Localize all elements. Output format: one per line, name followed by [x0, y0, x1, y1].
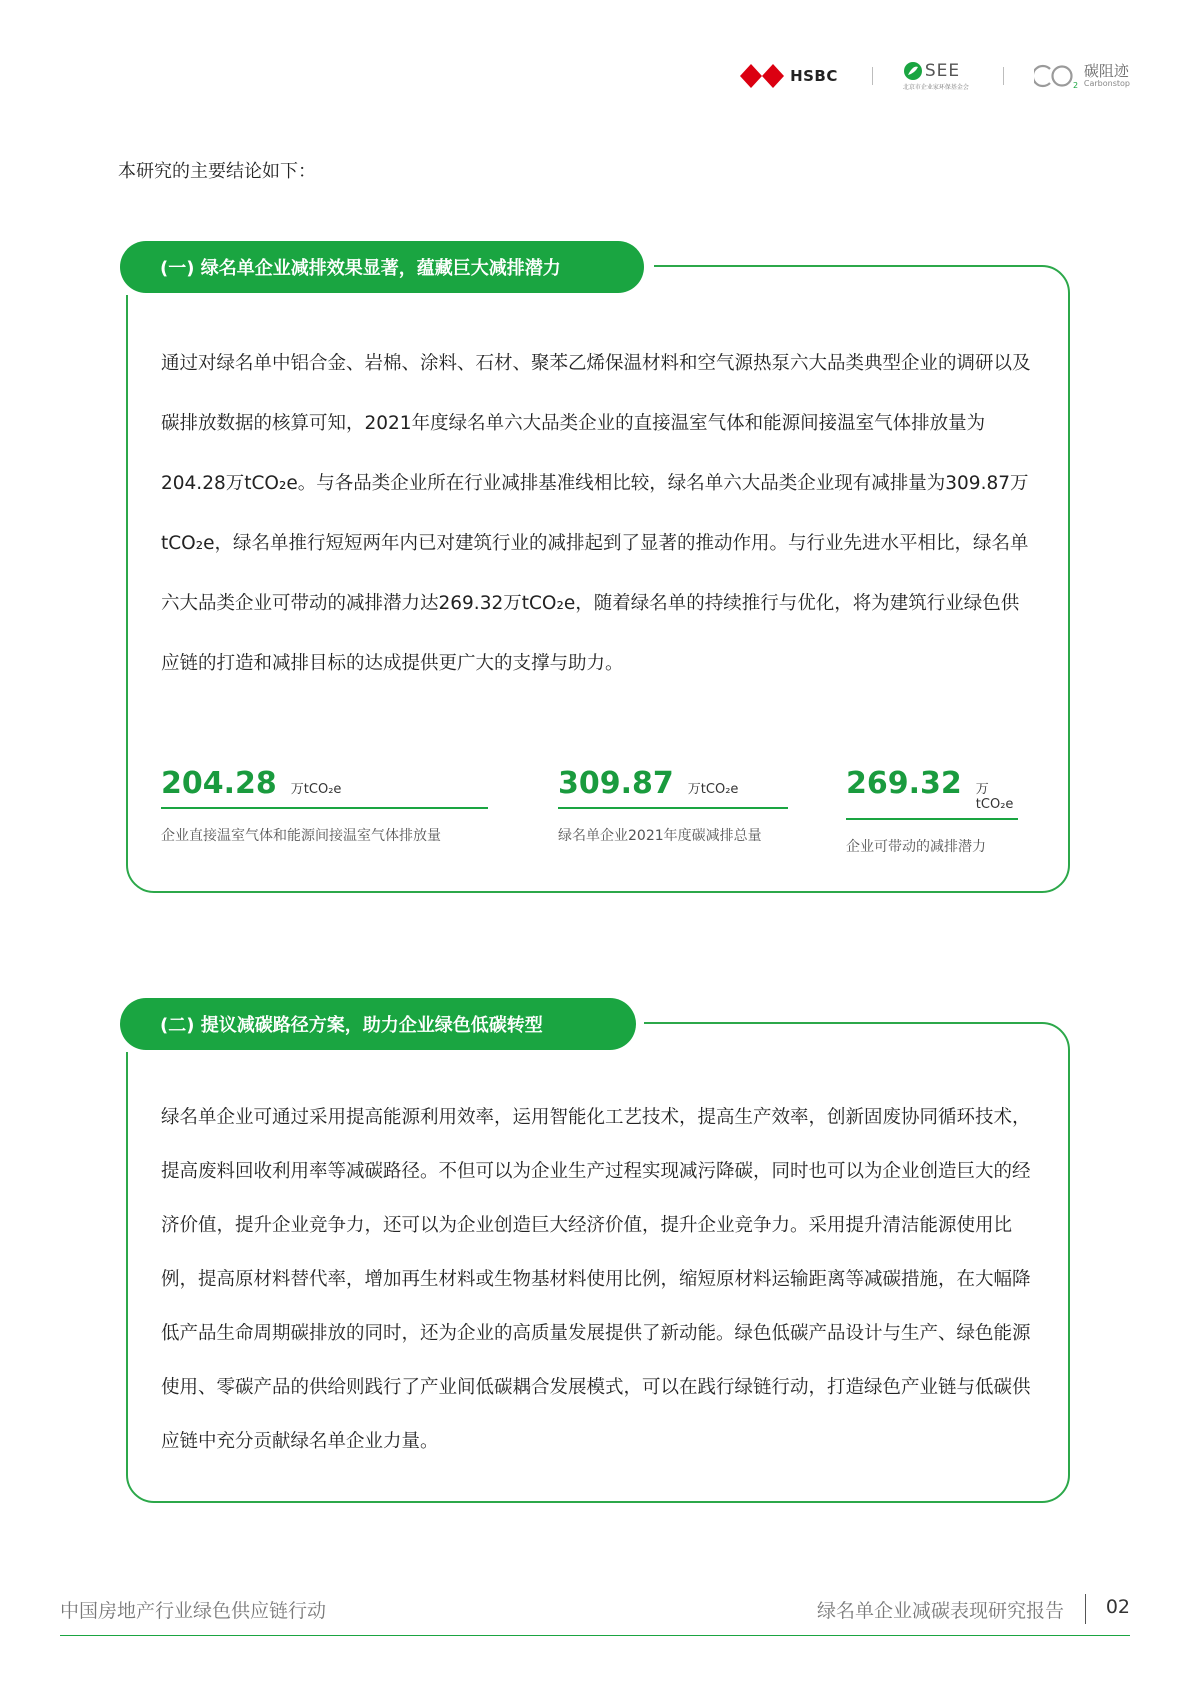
stat-unit: 万tCO₂e	[290, 782, 342, 797]
see-logo	[903, 61, 969, 91]
page-number: 02	[1105, 1596, 1130, 1618]
page-footer	[60, 1596, 1130, 1624]
carbonstop-en: Carbonstop	[1083, 78, 1130, 88]
section2-paragraph	[161, 1091, 1036, 1469]
hsbc-label: HSBC	[790, 67, 838, 85]
stat-underline	[846, 818, 1018, 820]
stat-card	[846, 766, 1018, 856]
svg-text:2: 2	[1072, 81, 1078, 89]
leaf-icon	[903, 61, 923, 81]
section1-paragraph-text: 通过对绿名单中铝合金、岩棉、涂料、石材、聚苯乙烯保温材料和空气源热泵六大品类典型企业的调研以及碳排放数据的核算可知，2021年度绿名单六大品类企业的直接温室气体和能源间接温室气体排放量为204.28万tCO₂e。与各品类企业所在行业减排基准线相比较，绿名单六大品类企业现有减排量为309.87万tCO₂e，绿名单推行短短两年内已对建筑行业的减排起到了显著的推动作用。与行业先进水平相比，绿名单六大品类企业可带动的减排潜力达269.32万tCO₂e，随着绿名单的持续推行与优化，将为建筑行业绿色供应链的打造和减排目标的达成提供更广大的支撑与助力。	[161, 353, 1031, 674]
stat-caption: 企业可带动的减排潜力	[846, 839, 986, 855]
stat-value: 269.32	[846, 766, 962, 801]
hsbc-hexagon-icon	[740, 64, 784, 88]
stat-caption: 绿名单企业2021年度碳减排总量	[558, 828, 762, 844]
stat-caption: 企业直接温室气体和能源间接温室气体排放量	[161, 828, 441, 844]
hsbc-logo	[740, 64, 838, 88]
carbonstop-cn: 碳阻迹	[1083, 62, 1129, 81]
carbonstop-logo	[1034, 63, 1130, 89]
section2-paragraph-text: 绿名单企业可通过采用提高能源利用效率，运用智能化工艺技术，提高生产效率，创新固废协同循环技术，提高废料回收利用率等减碳路径。不但可以为企业生产过程实现减污降碳，同时也可以为企业创造巨大的经济价值，提升企业竞争力，还可以为企业创造巨大经济价值，提升企业竞争力。采用提升清洁能源使用比例，提高原材料替代率，增加再生材料或生物基材料使用比例，缩短原材料运输距离等减碳措施，在大幅降低产品生命周期碳排放的同时，还为企业的高质量发展提供了新动能。绿色低碳产品设计与生产、绿色能源使用、零碳产品的供给则践行了产业间低碳耦合发展模式，可以在践行绿链行动，打造绿色产业链与低碳供应链中充分贡献绿名单企业力量。	[161, 1107, 1031, 1452]
stat-underline	[558, 807, 788, 809]
stat-card	[161, 766, 488, 845]
co2-icon	[1034, 63, 1080, 89]
footer-left-title: 中国房地产行业绿色供应链行动	[60, 1600, 327, 1622]
intro-text: 本研究的主要结论如下：	[118, 161, 316, 182]
footer-rule	[60, 1635, 1130, 1636]
stat-card	[558, 766, 788, 845]
stat-unit: 万tCO₂e	[687, 782, 739, 797]
see-label: SEE	[924, 61, 961, 81]
logo-divider	[872, 67, 873, 85]
footer-divider	[1085, 1594, 1086, 1624]
stat-value: 204.28	[161, 766, 277, 801]
section1-paragraph	[161, 334, 1036, 694]
stat-unit: 万tCO₂e	[975, 782, 1014, 812]
stat-underline	[161, 807, 488, 809]
section2-title: (二) 提议减碳路径方案，助力企业绿色低碳转型	[120, 998, 636, 1050]
section1-title: (一) 绿名单企业减排效果显著，蕴藏巨大减排潜力	[120, 241, 644, 293]
see-subtitle: 北京市企业家环保基金会	[902, 84, 969, 91]
stat-value: 309.87	[558, 766, 674, 801]
partner-logos	[740, 58, 1130, 94]
footer-right-title: 绿名单企业减碳表现研究报告	[816, 1600, 1064, 1622]
logo-divider	[1003, 67, 1004, 85]
